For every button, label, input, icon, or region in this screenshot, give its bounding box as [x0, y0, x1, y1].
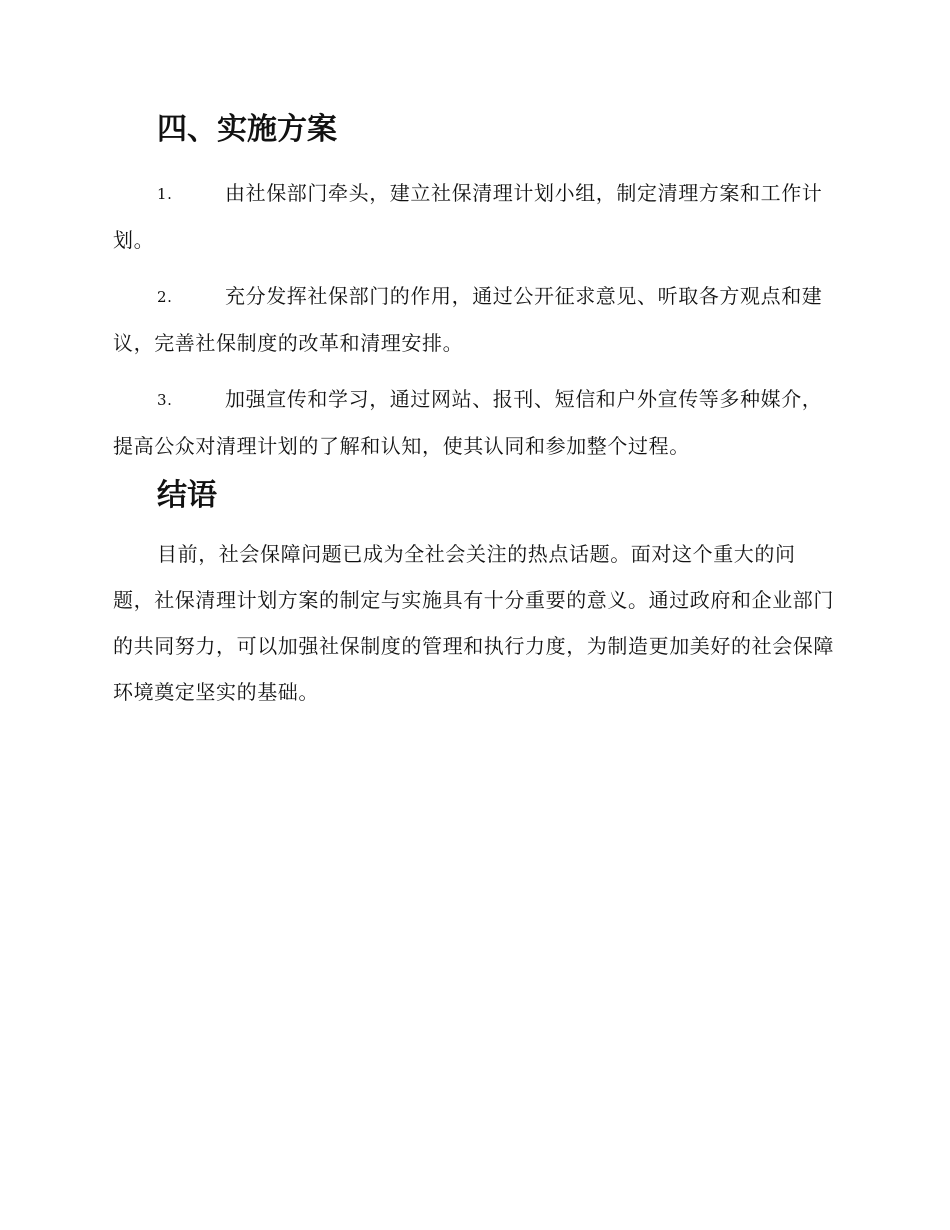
plan-item-text-1: 由社保部门牵头，建立社保清理计划小组，制定清理方案和工作计划。 [113, 181, 823, 252]
plan-item-1 [113, 170, 835, 263]
conclusion-heading: 结语 [157, 478, 217, 513]
plan-item-number-3: 3. [157, 391, 173, 409]
plan-item-number-1: 1. [157, 185, 173, 203]
document-content [113, 113, 835, 715]
implementation-plan-heading: 四、实施方案 [157, 112, 337, 147]
plan-item-number-2: 2. [157, 288, 173, 306]
plan-item-3 [113, 376, 835, 469]
conclusion-paragraph: 目前，社会保障问题已成为全社会关注的热点话题。面对这个重大的问题，社保清理计划方案的制定与实施具有十分重要的意义。通过政府和企业部门的共同努力，可以加强社保制度的管理和执行力度，为制造更加美好的社会保障环境奠定坚实的基础。 [113, 542, 834, 704]
plan-item-text-2: 充分发挥社保部门的作用，通过公开征求意见、听取各方观点和建议，完善社保制度的改革和清理安排。 [113, 284, 823, 355]
plan-item-text-3: 加强宣传和学习，通过网站、报刊、短信和户外宣传等多种媒介，提高公众对清理计划的了解和认知，使其认同和参加整个过程。 [113, 387, 823, 458]
plan-item-2 [113, 273, 835, 366]
